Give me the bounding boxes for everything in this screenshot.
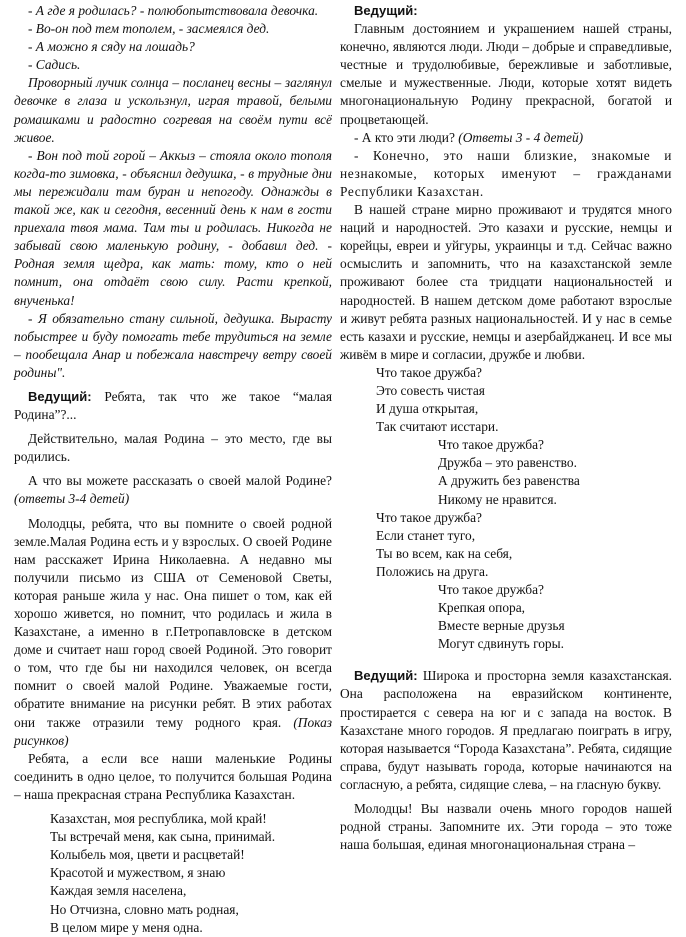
- friendship-poem: [340, 364, 672, 654]
- host-paragraph: [340, 667, 672, 794]
- poem-line: А дружить без равенства: [438, 473, 580, 489]
- poem-line: И душа открытая,: [376, 401, 479, 417]
- girl-paragraph: - Я обязательно стану сильной, дедушка. Вырасту побыстрее и буду помогать тебе трудиться на земле – пообещала Анар и побежала навстречу ветру своей родины".: [14, 310, 332, 380]
- poem-line: Ты встречай меня, как сына, принимай.: [50, 829, 276, 845]
- who-question: [340, 129, 672, 147]
- host-text: Ребята, так что же такое “малая Родина”?...: [14, 388, 332, 423]
- poem-line: Если станет туго,: [376, 527, 476, 543]
- host-label: Ведущий:: [354, 3, 418, 18]
- poem-line: Так считают исстари.: [376, 419, 499, 435]
- poem-line: Что такое дружба?: [438, 582, 544, 597]
- host-heading: [340, 2, 672, 20]
- host-text: Широка и просторна земля казахстанская. Она расположена на евразийском континенте, простирается с севера на юг и с запада на восток. В Казахстане много городов. Я предлагаю поиграть в игру, которая называется “Города Казахстана”. Ребята, сидящие справа, будут называть города, которые начинаются на согласную, а ребята, сидящие слева, – на гласную букву.: [340, 668, 672, 792]
- host-label: Ведущий:: [354, 668, 418, 684]
- poem-line: Колыбель моя, цвети и расцветай!: [50, 847, 245, 863]
- grandpa-paragraph: - Вон под той горой – Аккыз – стояла около тополя когда-то зимовка, - объяснил дедушка, - в трудные дни мы пережидали там буран и непогоду. Однажды в такой же, как и сегодня, весенний день к нам в гости приехала твоя мама. Там ты и родилась. Никогда не забывай свою маленькую родину, - добавил дед. - Родная земля щедра, как мать: тому, кто о ней помнит, она отдаёт свою силу. Расти крепкой, внученька!: [14, 147, 332, 308]
- poem-line: Что такое дружба?: [376, 509, 482, 525]
- who-question-note: (Ответы 3 - 4 детей): [458, 129, 584, 145]
- question-paragraph: [14, 472, 332, 508]
- dialog-line: - А можно я сяду на лошадь?: [28, 39, 195, 55]
- poem-line: Дружба – это равенство.: [438, 455, 577, 471]
- host-paragraph: [14, 388, 332, 424]
- poem-line: Вместе верные друзья: [438, 618, 565, 634]
- poem-line: Ты во всем, как на себя,: [376, 545, 513, 561]
- poem-line: Положись на друга.: [376, 563, 489, 579]
- host-label: Ведущий:: [28, 388, 92, 404]
- poem-line: Что такое дружба?: [376, 364, 482, 380]
- question-text: А что вы можете рассказать о своей малой Родине?: [28, 473, 332, 489]
- poem-line: Каждая земля населена,: [50, 883, 187, 899]
- poem-line: В целом мире у меня одна.: [50, 919, 203, 935]
- poem-line: Красотой и мужеством, я знаю: [50, 865, 226, 881]
- dialog-line: - А где я родилась? - полюбопытствовала девочка.: [28, 3, 319, 18]
- citizens-paragraph: - Конечно, это наши близкие, знакомые и незнакомые, которых именуют – гражданами Республики Казахстан.: [340, 147, 672, 199]
- poem-line: Что такое дружба?: [438, 437, 544, 453]
- poem-line: Казахстан, моя республика, мой край!: [50, 811, 267, 827]
- poem-line: Никому не нравится.: [438, 491, 557, 507]
- dialog-line: - Во-он под тем тополем, - засмеялся дед.: [28, 21, 270, 37]
- question-note: (ответы 3-4 детей): [14, 491, 130, 507]
- usa-letter-text: Молодцы, ребята, что вы помните о своей родной земле.Малая Родина есть и у взрослых. О своей Родине нам расскажет Ирина Николаевна. А недавно мы получили письмо из США от Семеновой Светы, которая раньше жила у нас. Она пишет о том, как ей хорошо живется, но помнит, что родилась и жила в Казахстане, а именно в г.Петропавловске в детском доме и считает наш город своей Родиной. Это говорит о том, что где бы ни находился человек, он всегда помнит о своей малой Родине. Уважаемые гости, обратите внимание на рисунки ребят. В этих работах они также отразили тему родного края.: [14, 515, 332, 730]
- right-column: [340, 2, 672, 854]
- poem-line: Крепкая опора,: [438, 600, 526, 616]
- kazakhstan-poem: [14, 810, 332, 937]
- final-paragraph: Молодцы! Вы назвали очень много городов нашей родной страны. Запомните их. Эти города – это тоже наша большая, единая многонациональная страна –: [340, 801, 672, 853]
- poem-line: Это совесть чистая: [376, 382, 485, 398]
- small-homeland-paragraph: Действительно, малая Родина – это место, где вы родились.: [14, 431, 332, 465]
- people-paragraph: Главным достоянием и украшением нашей страны, конечно, являются люди. Люди – добрые и справедливые, честные и трудолюбивые, бережливые и заботливые, смелые и мужественные. Люди, которые хотят видеть многонациональную Родину прекрасной, богатой и процветающей.: [340, 21, 672, 127]
- big-homeland-paragraph: Ребята, а если все наши маленькие Родины соединить в одно целое, то получится большая Родина – наша прекрасная страна Республика Казахстан.: [14, 750, 332, 802]
- usa-letter-note: (Показ рисунков): [14, 714, 332, 748]
- dialog-line: - Садись.: [28, 57, 81, 73]
- left-column: [14, 2, 332, 937]
- nations-paragraph: В нашей стране мирно проживают и трудятся много наций и народностей. Это казахи и русские, немцы и корейцы, евреи и уйгуры, украинцы и т.д. Сейчас важно осмыслить и запомнить, что на казахстанской земле проживают более ста тридцати национальностей и народностей. В нашем детском доме работают взрослые и живут ребята разных национальностей. И у нас в семье есть казахи и русские, немцы и азербайджанец. И все мы живём в мире и согласии, дружбе и любви.: [340, 202, 672, 362]
- who-question-text: - А кто эти люди?: [354, 129, 459, 145]
- poem-line: Но Отчизна, словно мать родная,: [50, 901, 239, 917]
- poem-line: Могут сдвинуть горы.: [438, 636, 564, 652]
- narration-paragraph: Проворный лучик солнца – посланец весны – заглянул девочке в глаза и ускользнул, играя травой, белыми ромашками и радостно согревая на своём пути всё живое.: [14, 75, 332, 145]
- usa-letter-paragraph: [14, 515, 332, 750]
